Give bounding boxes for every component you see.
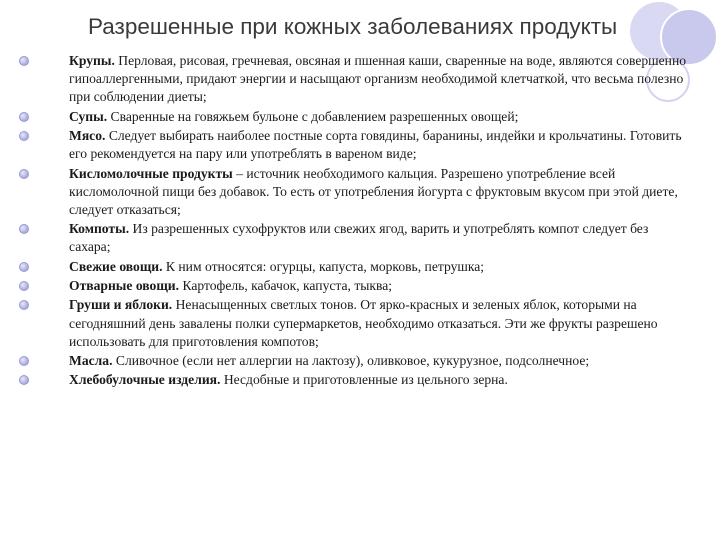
item-term: Супы. [69,108,108,124]
item-term: Мясо. [69,128,106,143]
item-term: Компоты. [69,221,130,237]
bullet-icon [19,131,29,141]
item-text: Картофель, кабачок, капуста, тыква; [179,278,393,293]
item-term: Крупы. [69,53,115,68]
list-item [0,220,720,256]
bullet-icon [19,300,29,310]
item-term: Кисломолочные продукты [69,165,233,181]
item-text: Сливочное (если нет аллергии на лактозу), оливковое, кукурузное, подсолнечное; [112,353,590,368]
bullet-icon [19,262,29,272]
list-item [0,296,720,351]
item-term: Отварные овощи. [69,278,180,293]
bullet-icon [19,281,29,291]
bullet-icon [19,224,29,234]
list-item [0,165,720,220]
list-item [0,371,720,389]
slide-title: Разрешенные при кожных заболеваниях продукты [88,14,618,39]
item-text: Из разрешенных сухофруктов или свежих ягод, варить и употреблять компот следует без сахара; [69,221,649,255]
bullet-icon [19,56,29,66]
item-text: Ненасыщенных светлых тонов. От ярко-красных и зеленых яблок, которыми на сегодняшний день завалены полки супермаркетов, необходимо отказаться. Эти же фрукты разрешено использовать для приготовления компотов; [69,297,658,349]
list-item [0,258,720,276]
list-item [0,352,720,370]
item-term: Масла. [69,353,113,368]
item-term: Хлебобулочные изделия. [69,372,221,388]
bullet-icon [19,169,29,179]
list-item [0,277,720,295]
item-text: Перловая, рисовая, гречневая, овсяная и пшенная каши, сваренные на воде, являются совершенно гипоаллергенными, придают энергии и насыщают организм необходимой клетчаткой, что весьма полезно при соблюдении диеты; [69,53,687,105]
item-term: Свежие овощи. [69,258,163,274]
bullet-icon [19,375,29,385]
product-list [0,52,720,391]
item-text: – источник необходимого кальция. Разрешено употребление всей кисломолочной пищи без добавок. То есть от употребления йогурта с фруктовым вкусом при этой диете, следует отказаться; [69,165,678,217]
item-text: Несдобные и приготовленные из цельного зерна. [220,372,508,388]
bullet-icon [19,112,29,122]
item-term: Груши и яблоки. [69,297,173,313]
list-item [0,108,720,126]
list-item [0,127,720,163]
item-text: Следует выбирать наиболее постные сорта говядины, баранины, индейки и крольчатины. Готовить его рекомендуется на пару или употреблять в вареном виде; [69,128,682,162]
item-text: К ним относятся: огурцы, капуста, морковь, петрушка; [162,258,485,274]
list-item [0,52,720,107]
item-text: Сваренные на говяжьем бульоне с добавлением разрешенных овощей; [107,108,519,124]
bullet-icon [19,356,29,366]
